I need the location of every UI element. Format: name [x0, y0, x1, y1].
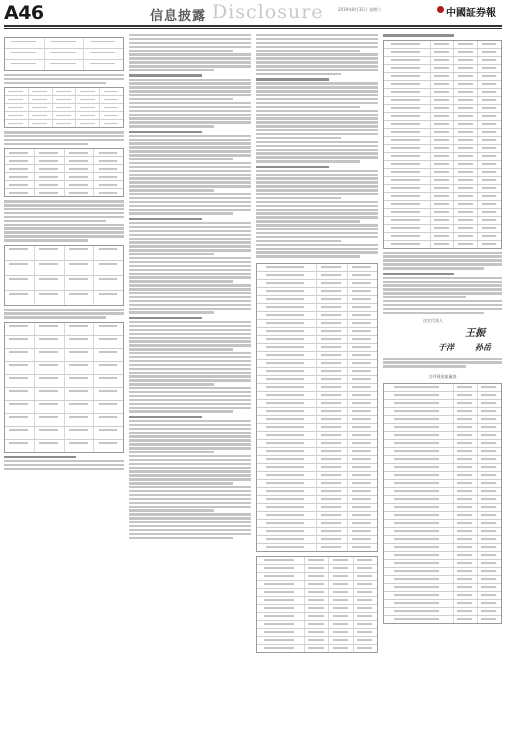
column-2: [129, 34, 251, 541]
section-title-cn: 信息披露: [150, 9, 207, 24]
table-block: [4, 322, 124, 453]
cash-flow-table-title: 合并现金流量表: [428, 373, 457, 379]
newspaper-brand: 中國証券報: [446, 8, 496, 19]
table-block: [4, 245, 124, 306]
cash-flow-table: [383, 383, 502, 624]
section-title-en: Disclosure: [212, 1, 324, 23]
table-block: [4, 148, 124, 197]
income-table: [256, 556, 378, 653]
signature-2: 于洋: [438, 341, 454, 352]
signature-3: 孙岳: [475, 341, 491, 352]
column-3: [256, 34, 378, 656]
signature-1: 王振: [465, 327, 485, 339]
brand-logo-icon: [437, 6, 444, 13]
table-block: [4, 37, 124, 71]
header-rule: [4, 25, 502, 27]
dateline: 2019年8月31日 星期六: [338, 7, 382, 12]
signature-label: 法定代表人: [423, 317, 443, 323]
header-rule-thin: [4, 28, 502, 29]
signature-area-top: [383, 316, 502, 358]
column-4: [383, 34, 502, 627]
balance-sheet-table: [383, 40, 502, 249]
page-number: A46: [4, 2, 44, 24]
table-block: [4, 87, 124, 128]
column-1: [4, 34, 124, 471]
balance-sheet-table: [256, 263, 378, 552]
masthead: [0, 0, 506, 26]
